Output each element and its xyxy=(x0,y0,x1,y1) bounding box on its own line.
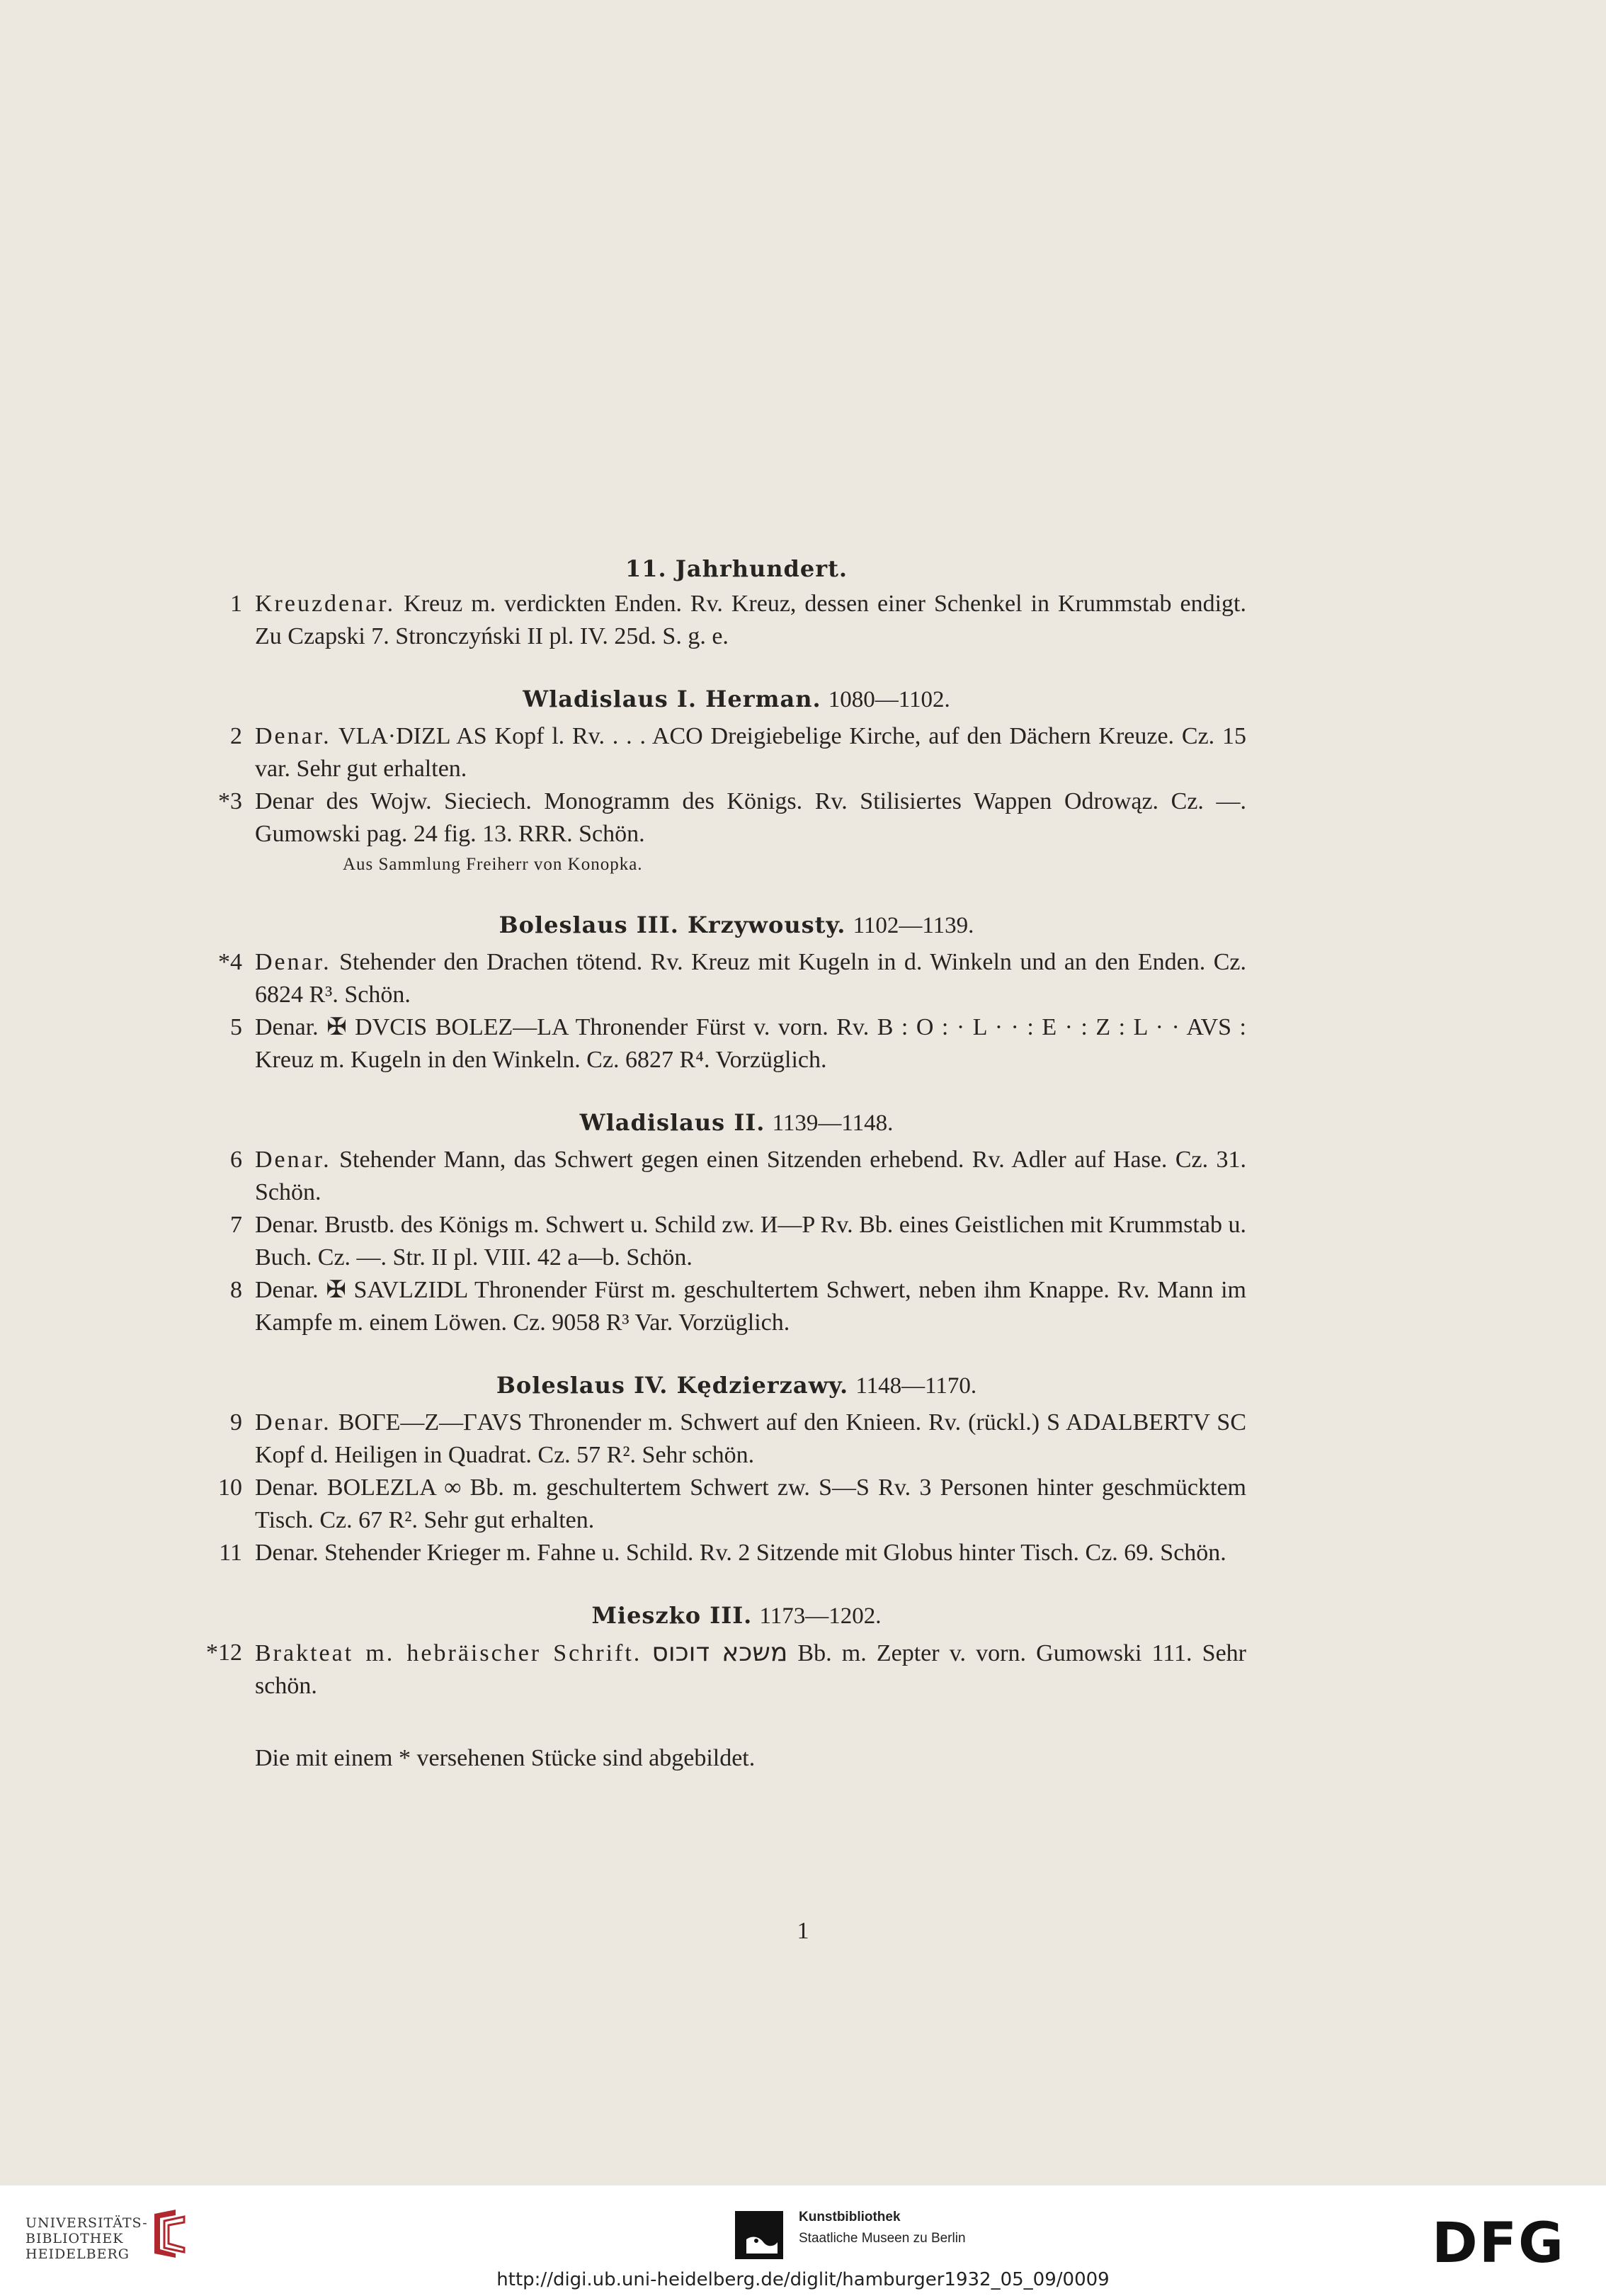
kunstbibliothek-emblem-icon xyxy=(735,2211,783,2259)
catalog-entry xyxy=(198,946,1246,1011)
ub-line-2: BIBLIOTHEK xyxy=(25,2231,124,2246)
catalog-entry xyxy=(198,1406,1246,1472)
section-years: 1148—1170. xyxy=(855,1373,977,1399)
entry-lead: Denar. xyxy=(255,1147,331,1173)
entry-number: 2 xyxy=(230,723,242,749)
section-years: 1080—1102. xyxy=(828,687,950,712)
entry-lead: Brakteat m. hebräischer Schrift. xyxy=(255,1640,642,1666)
dfg-logo: DFG xyxy=(1432,2212,1566,2275)
entry-text: Bb. m. Zepter v. vorn. Gumowski 111. Sehr schön. xyxy=(255,1640,1246,1699)
entry-number: 8 xyxy=(230,1277,242,1303)
catalog-entry xyxy=(198,1209,1246,1274)
catalog-content xyxy=(198,552,1246,1775)
catalog-entry xyxy=(198,588,1246,653)
catalog-entry xyxy=(198,1011,1246,1076)
page-number: 1 xyxy=(797,1918,809,1944)
section-heading xyxy=(198,683,1246,716)
entry-lead: Denar. xyxy=(255,723,331,749)
entry-number: 5 xyxy=(230,1014,242,1040)
hebrew-inscription: משכא דוכוס xyxy=(651,1638,788,1667)
section-heading xyxy=(198,909,1246,942)
entry-text: Denar. ✠ SAVLZIDL Thronender Fürst m. geschultertem Schwert, neben ihm Knappe. Rv. Mann im Kampfe m. einem Löwen. Cz. 9058 R³ Var. Vorzüglich. xyxy=(255,1277,1246,1336)
entry-text: Denar des Wojw. Sieciech. Monogramm des Königs. Rv. Stilisiertes Wappen Odrowąz. Cz. —. Gumowski pag. 24 fig. 13. RRR. Schön. xyxy=(255,788,1246,847)
entry-number: *3 xyxy=(218,788,242,814)
entry-number: 1 xyxy=(230,591,242,617)
entry-text: Denar. ✠ DVCIS BOLEZ—LA Thronender Fürst v. vorn. Rv. B : O : · L · · : E · : Z : L · · AVS : Kreuz m. Kugeln in den Winkeln. Cz. 6827 R⁴. Vorzüglich. xyxy=(255,1014,1246,1073)
entry-text: BOΓE—Z—ΓAVS Thronender m. Schwert auf den Knieen. Rv. (rückl.) S ADALBERTV SC Kopf d. Heiligen in Quadrat. Cz. 57 R². Sehr schön. xyxy=(255,1409,1246,1468)
kb-line-2: Staatliche Museen zu Berlin xyxy=(799,2231,966,2246)
section-heading xyxy=(198,1106,1246,1140)
kb-line-1: Kunstbibliothek xyxy=(799,2210,901,2224)
ub-line-1: UNIVERSITÄTS- xyxy=(25,2215,148,2231)
entry-lead: Denar. xyxy=(255,1409,331,1436)
section-heading xyxy=(198,1369,1246,1402)
catalog-entry xyxy=(198,1144,1246,1209)
catalog-entry xyxy=(198,1537,1246,1569)
catalog-entry xyxy=(198,720,1246,785)
footnote: Die mit einem * versehenen Stücke sind abgebildet. xyxy=(255,1745,756,1771)
ub-emblem-icon xyxy=(147,2208,190,2259)
entry-text: VLA·DIZL AS Kopf l. Rv. . . . ACO Dreigiebelige Kirche, auf den Dächern Kreuze. Cz. 15 var. Sehr gut erhalten. xyxy=(255,723,1246,782)
section-years: 1173—1202. xyxy=(759,1603,882,1629)
entry-text: Denar. Brustb. des Königs m. Schwert u. Schild zw. И—P Rv. Bb. eines Geistlichen mit Krummstab u. Buch. Cz. —. Str. II pl. VIII. 42 a—b. Schön. xyxy=(255,1212,1246,1271)
section-title: Boleslaus IV. Kędzierzawy. xyxy=(496,1372,849,1399)
catalog-entry xyxy=(198,1274,1246,1339)
entry-text: Kreuz m. verdickten Enden. Rv. Kreuz, dessen einer Schenkel in Krummstab endigt. Zu Czapski 7. Stronczyński II pl. IV. 25d. S. g. e. xyxy=(255,591,1246,649)
section-years: 1102—1139. xyxy=(853,913,974,938)
entry-number: *12 xyxy=(206,1639,242,1666)
entry-text: Stehender Mann, das Schwert gegen einen Sitzenden erhebend. Rv. Adler auf Hase. Cz. 31. Schön. xyxy=(255,1147,1246,1205)
catalog-entry xyxy=(198,785,1246,851)
entry-number: 6 xyxy=(230,1147,242,1173)
entry-number: *4 xyxy=(218,949,242,975)
section-title: Mieszko III. xyxy=(591,1602,753,1629)
section-heading xyxy=(198,1599,1246,1632)
ub-heidelberg-logo xyxy=(25,2215,148,2262)
entry-number: 9 xyxy=(230,1409,242,1436)
section-years: 1139—1148. xyxy=(772,1110,894,1136)
provenance-note: Aus Sammlung Freiherr von Konopka. xyxy=(343,855,643,874)
entry-number: 7 xyxy=(230,1212,242,1238)
section-title: Wladislaus I. Herman. xyxy=(523,686,821,712)
permalink-url[interactable]: http://digi.ub.uni-heidelberg.de/diglit/hamburger1932_05_09/0009 xyxy=(496,2269,1110,2290)
catalog-entry xyxy=(198,1472,1246,1537)
entry-text: Denar. Stehender Krieger m. Fahne u. Schild. Rv. 2 Sitzende mit Globus hinter Tisch. Cz. 69. Schön. xyxy=(255,1540,1226,1566)
section-title: Boleslaus III. Krzywousty. xyxy=(499,911,846,938)
entry-lead: Denar. xyxy=(255,949,331,975)
entry-number: 10 xyxy=(218,1474,242,1501)
section-title: Wladislaus II. xyxy=(579,1109,765,1136)
entry-text: Denar. BOLEZLA ∞ Bb. m. geschultertem Schwert zw. S—S Rv. 3 Personen hinter geschmücktem Tisch. Cz. 67 R². Sehr gut erhalten. xyxy=(255,1474,1246,1533)
ub-line-3: HEIDELBERG xyxy=(25,2246,130,2262)
entry-text: Stehender den Drachen tötend. Rv. Kreuz mit Kugeln in d. Winkeln und an den Enden. Cz. 6824 R³. Schön. xyxy=(255,949,1246,1008)
digitization-footer xyxy=(0,2186,1606,2296)
section-title: 11. Jahrhundert. xyxy=(625,555,848,582)
section-heading xyxy=(198,552,1246,585)
entry-number: 11 xyxy=(219,1540,242,1566)
catalog-entry xyxy=(198,1637,1246,1703)
entry-lead: Kreuzdenar. xyxy=(255,591,396,617)
